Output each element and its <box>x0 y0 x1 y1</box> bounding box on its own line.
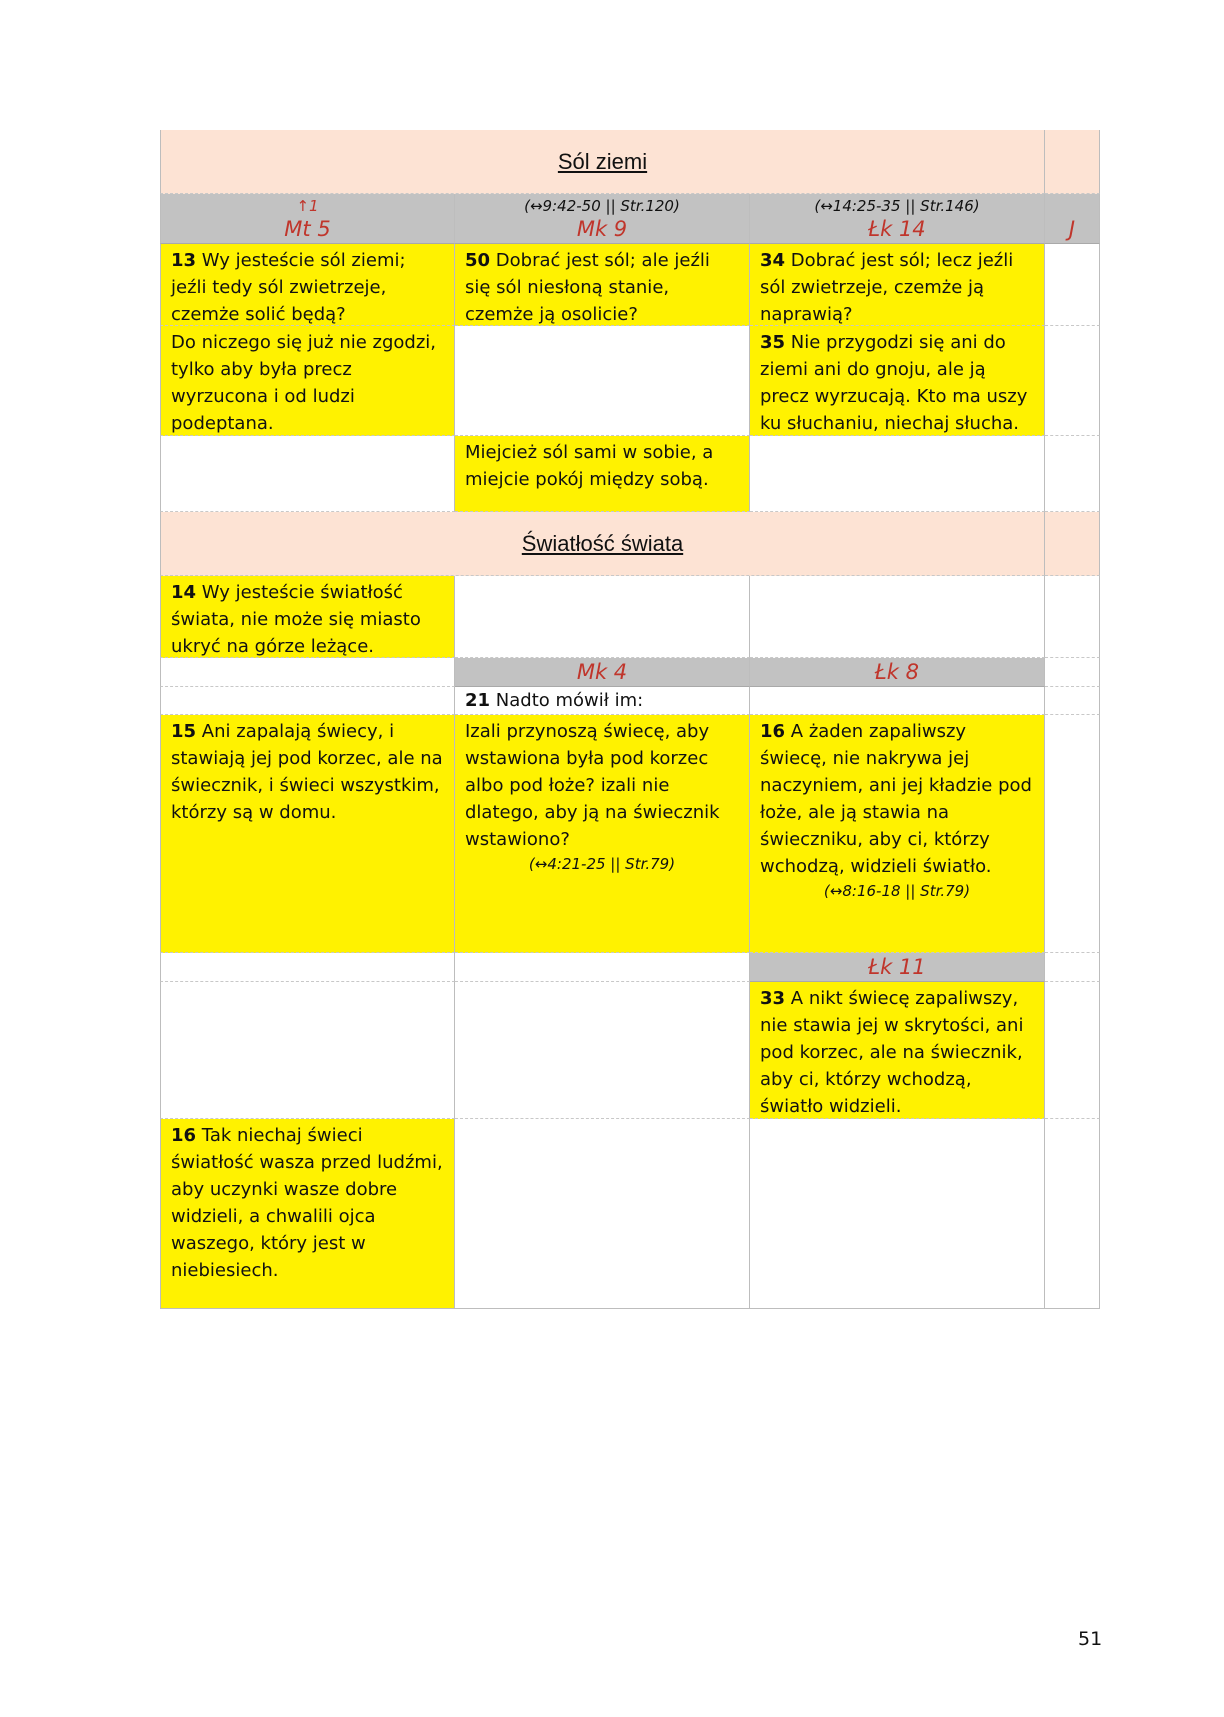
empty-cell <box>1045 658 1100 687</box>
verse-mk9-50-cont <box>455 436 750 512</box>
cross-reference: (↔8:16-18 || Str.79) <box>823 882 971 900</box>
empty-cell <box>1045 576 1100 658</box>
verse-lk14-34 <box>750 244 1045 326</box>
gospel-label-lk14: Łk 14 <box>868 217 926 241</box>
verse-mt5-13-cont <box>160 326 455 436</box>
empty-cell <box>1045 436 1100 512</box>
verse-number: 35 <box>760 332 786 353</box>
verse-row <box>160 244 1100 326</box>
verse-row <box>160 436 1100 512</box>
empty-cell <box>455 982 750 1119</box>
gospel-label-mk9: Mk 9 <box>576 217 628 241</box>
header-lk8 <box>750 658 1045 687</box>
empty-cell <box>1045 687 1100 715</box>
gospel-header-row <box>160 953 1100 982</box>
empty-cell <box>1045 244 1100 326</box>
header-j <box>1045 194 1100 244</box>
verse-text: Do niczego się już nie zgodzi, tylko aby była precz wyrzucona i od ludzi podeptana. <box>171 332 437 434</box>
verse-mk4-21-cont <box>455 715 750 953</box>
gospel-label-lk8: Łk 8 <box>875 660 919 684</box>
verse-text: Nadto mówił im: <box>495 690 644 711</box>
header-lk <box>750 194 1045 244</box>
section-title-swiatlosc: Światłość świata <box>160 512 1045 576</box>
verse-text: A żaden zapaliwszy świecę, nie nakrywa jej naczyniem, ani jej kładzie pod łoże, ale ją stawia na świeczniku, aby ci, którzy wchodzą, widzieli światło. <box>760 721 1032 877</box>
header-lk11 <box>750 953 1045 982</box>
gospel-header-row <box>160 194 1100 244</box>
empty-cell <box>750 687 1045 715</box>
verse-number: 16 <box>171 1125 197 1146</box>
ref-lk: (↔14:25-35 || Str.146) <box>814 197 980 215</box>
gospel-label-j: J <box>1068 217 1076 241</box>
empty-cell <box>455 576 750 658</box>
verse-number: 33 <box>760 988 786 1009</box>
empty-cell <box>160 953 455 982</box>
verse-mt5-16 <box>160 1119 455 1309</box>
empty-cell <box>1045 1119 1100 1309</box>
empty-cell <box>160 982 455 1119</box>
verse-number: 13 <box>171 250 197 271</box>
verse-text: Izali przynoszą świecę, aby wstawiona była pod korzec albo pod łoże? izali nie dlatego, aby ją na świecznik wstawiono? <box>465 721 720 850</box>
empty-cell <box>1045 953 1100 982</box>
ref-mt: ↑1 <box>296 197 319 215</box>
verse-text: Ani zapalają świecy, i stawiają jej pod korzec, ale na świecznik, i świeci wszystkim, którzy są w domu. <box>171 721 443 823</box>
verse-lk11-33 <box>750 982 1045 1119</box>
verse-text: Dobrać jest sól; ale jeźli się sól niesłoną stanie, czemże ją osolicie? <box>465 250 710 325</box>
empty-cell <box>455 1119 750 1309</box>
verse-lk8-16 <box>750 715 1045 953</box>
verse-lk14-35 <box>750 326 1045 436</box>
gospel-label-lk11: Łk 11 <box>868 955 926 979</box>
header-mk4 <box>455 658 750 687</box>
verse-number: 50 <box>465 250 491 271</box>
gospel-label-mk4: Mk 4 <box>576 660 628 684</box>
header-mk <box>455 194 750 244</box>
verse-text: Nie przygodzi się ani do ziemi ani do gnoju, ale ją precz wyrzucają. Kto ma uszy ku słuchaniu, niechaj słucha. <box>760 332 1028 434</box>
verse-number: 14 <box>171 582 197 603</box>
empty-cell <box>1045 715 1100 953</box>
verse-number: 15 <box>171 721 197 742</box>
verse-row <box>160 982 1100 1119</box>
section-title-row <box>160 512 1100 576</box>
verse-mt5-15 <box>160 715 455 953</box>
cross-reference: (↔4:21-25 || Str.79) <box>528 855 676 873</box>
verse-text: Dobrać jest sól; lecz jeźli sól zwietrzeje, czemże ją naprawią? <box>760 250 1014 325</box>
verse-row <box>160 687 1100 715</box>
verse-mt5-14 <box>160 576 455 658</box>
verse-text: Miejcież sól sami w sobie, a miejcie pokój między sobą. <box>465 442 714 490</box>
verse-row <box>160 326 1100 436</box>
page-number: 51 <box>1078 1628 1103 1650</box>
verse-text: Wy jesteście sól ziemi; jeźli tedy sól zwietrzeje, czemże solić będą? <box>171 250 406 325</box>
header-mt <box>160 194 455 244</box>
verse-number: 16 <box>760 721 786 742</box>
verse-text: A nikt świecę zapaliwszy, nie stawia jej w skrytości, ani pod korzec, ale na świecznik, aby ci, którzy wchodzą, światło widzieli. <box>760 988 1024 1117</box>
empty-cell <box>750 576 1045 658</box>
verse-number: 21 <box>465 690 491 711</box>
empty-cell <box>1045 982 1100 1119</box>
verse-text: Tak niechaj świeci światłość wasza przed ludźmi, aby uczynki wasze dobre widzieli, a chwalili ojca waszego, który jest w niebiesiech. <box>171 1125 443 1281</box>
verse-mk4-21 <box>455 687 750 715</box>
verse-row <box>160 1119 1100 1309</box>
gospel-header-row <box>160 658 1100 687</box>
empty-cell <box>455 953 750 982</box>
section-title-sol: Sól ziemi <box>160 130 1045 194</box>
empty-cell <box>1045 512 1100 576</box>
empty-cell <box>750 436 1045 512</box>
verse-row <box>160 576 1100 658</box>
ref-mk: (↔9:42-50 || Str.120) <box>524 197 680 215</box>
empty-cell <box>455 326 750 436</box>
verse-number: 34 <box>760 250 786 271</box>
verse-row <box>160 715 1100 953</box>
section-title-row <box>160 130 1100 194</box>
empty-cell <box>160 687 455 715</box>
verse-text: Wy jesteście światłość świata, nie może się miasto ukryć na górze leżące. <box>171 582 421 657</box>
synopsis-table <box>160 130 1100 1309</box>
empty-cell <box>1045 326 1100 436</box>
empty-cell <box>160 658 455 687</box>
gospel-label-mt5: Mt 5 <box>284 217 331 241</box>
empty-cell <box>1045 130 1100 194</box>
empty-cell <box>750 1119 1045 1309</box>
verse-mt5-13 <box>160 244 455 326</box>
empty-cell <box>160 436 455 512</box>
verse-mk9-50 <box>455 244 750 326</box>
